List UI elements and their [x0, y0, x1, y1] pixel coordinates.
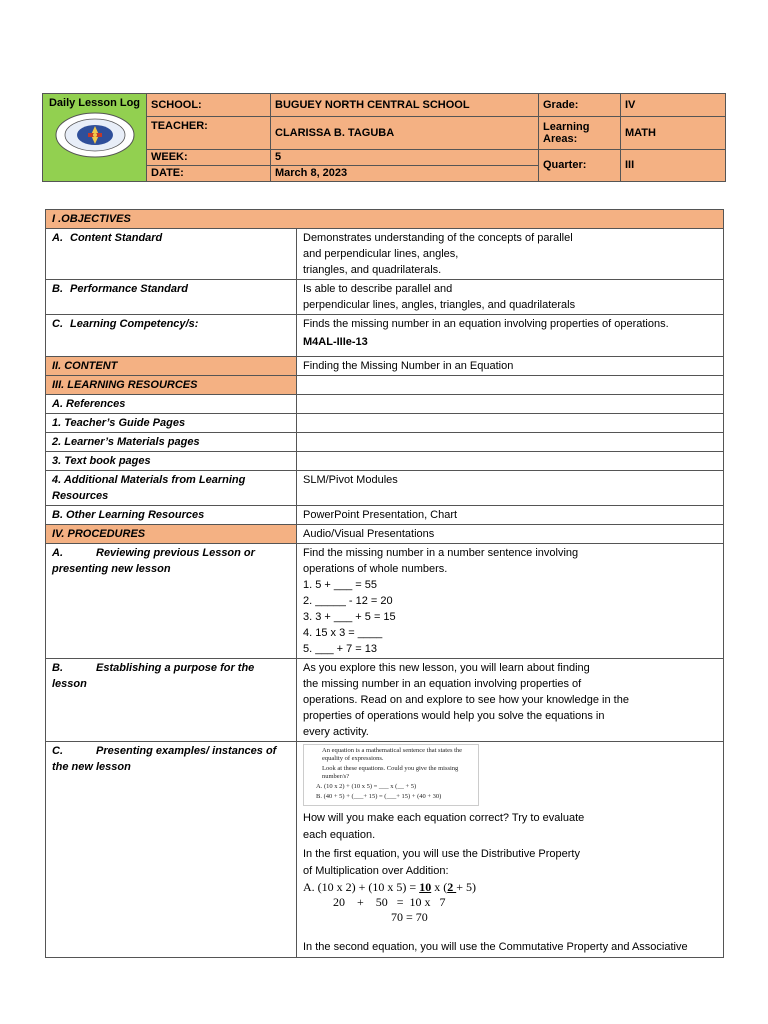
teachers-guide-value [297, 414, 724, 433]
procedure-c-value [297, 742, 724, 958]
performance-standard-row [46, 280, 724, 315]
resources-row [46, 376, 724, 395]
procedure-c-second-equation: In the second equation, you will use the Commutative Property and Associative [303, 941, 688, 953]
competency-row [46, 315, 724, 357]
school-value: BUGUEY NORTH CENTRAL SCHOOL [271, 94, 539, 117]
procedure-b-label-line1: Establishing a purpose for the [96, 662, 255, 674]
competency-letter: C. [52, 318, 63, 330]
procedure-a-row [46, 544, 724, 659]
header-table [42, 93, 726, 182]
content-row [46, 357, 724, 376]
content-standard-row [46, 229, 724, 280]
content-value: Finding the Missing Number in an Equation [297, 357, 724, 376]
week-value: 5 [271, 149, 539, 165]
procedure-c-label-line1: Presenting examples/ instances of [96, 745, 277, 757]
references-value [297, 395, 724, 414]
thumb-line-4: B. (40 + 5) + (___+ 15) = (___+ 15) + (40 + 30) [316, 793, 442, 800]
competency-label [46, 315, 297, 357]
procedure-b-value: As you explore this new lesson, you will learn about finding the missing number in an equation involving properties of operations. Read on and explore to see how your knowledge in the properties of operations would help you solve the equations in every activity. [297, 659, 724, 742]
textbook-row [46, 452, 724, 471]
learners-materials-label: 2. Learner’s Materials pages [46, 433, 297, 452]
procedure-c-row [46, 742, 724, 958]
procedures-heading-value: Audio/Visual Presentations [297, 525, 724, 544]
equation-a-line1 [303, 880, 717, 895]
textbook-label: 3. Text book pages [46, 452, 297, 471]
logo-title: Daily Lesson Log [48, 97, 141, 109]
school-label: SCHOOL: [147, 94, 271, 117]
content-heading: II. CONTENT [46, 357, 297, 376]
resources-heading: III. LEARNING RESOURCES [46, 376, 297, 395]
content-standard-value: Demonstrates understanding of the concepts of parallel and perpendicular lines, angles, triangles, and quadrilaterals. [297, 229, 724, 280]
learning-areas-label: Learning Areas: [539, 117, 621, 149]
learners-materials-value [297, 433, 724, 452]
textbook-value [297, 452, 724, 471]
procedure-a-label-line2: presenting new lesson [52, 563, 171, 575]
eq-a-two: 2 [447, 880, 457, 894]
learners-materials-row [46, 433, 724, 452]
date-value: March 8, 2023 [271, 165, 539, 181]
other-resources-value: PowerPoint Presentation, Chart [297, 506, 724, 525]
date-label: DATE: [147, 165, 271, 181]
performance-standard-letter: B. [52, 283, 63, 295]
procedure-c-question: How will you make each equation correct? Try to evaluate each equation. [303, 812, 585, 841]
performance-standard-text: Performance Standard [70, 283, 188, 295]
additional-materials-row [46, 471, 724, 506]
thumb-line-3: A. (10 x 2) + (10 x 5) = ___ x (__ + 5) [316, 783, 417, 790]
thumb-line-1: An equation is a mathematical sentence that states the equality of expressions. [322, 747, 463, 762]
grade-value: IV [621, 94, 726, 117]
procedure-b-row [46, 659, 724, 742]
learning-areas-value: MATH [621, 117, 726, 149]
additional-materials-label: 4. Additional Materials from Learning Resources [46, 471, 297, 506]
thumb-line-2: Look at these equations. Could you give the missing number/s? [322, 765, 459, 780]
procedure-c-label-line2: the new lesson [52, 761, 131, 773]
quarter-value: III [621, 149, 726, 181]
procedures-heading: IV. PROCEDURES [46, 525, 297, 544]
procedure-a-label-line1: Reviewing previous Lesson or [96, 547, 255, 559]
week-label: WEEK: [147, 149, 271, 165]
eq-a-end: + 5) [456, 880, 476, 894]
procedure-a-value: Find the missing number in a number sentence involving operations of whole numbers. 1. 5 + ___ = 55 2. _____ - 12 = 20 3. 3 + ___ + 5 = 15 4. 15 x 3 = ____ 5. ___ + 7 = 13 [297, 544, 724, 659]
eq-a-ten: 10 [419, 880, 432, 894]
procedure-c-distributive: In the first equation, you will use the Distributive Property of Multiplication over Addition: [303, 848, 580, 877]
competency-code: M4AL-IIIe-13 [303, 336, 368, 348]
equation-a-line3: 70 = 70 [391, 910, 428, 924]
other-resources-row [46, 506, 724, 525]
eq-a-prefix: A. (10 x 2) + (10 x 5) = [303, 880, 420, 894]
equation-a-line2: 20 + 50 = 10 x 7 [333, 895, 446, 909]
grade-label: Grade: [539, 94, 621, 117]
procedure-a-label [46, 544, 297, 659]
eq-a-mid: x ( [431, 880, 448, 894]
teacher-label: TEACHER: [147, 117, 271, 149]
procedure-c-label [46, 742, 297, 958]
content-standard-text: Content Standard [70, 232, 163, 244]
content-standard-label [46, 229, 297, 280]
procedure-a-letter: A. [52, 547, 63, 559]
objectives-heading: I .OBJECTIVES [46, 210, 724, 229]
competency-text: Learning Competency/s: [70, 318, 199, 330]
quarter-label: Quarter: [539, 149, 621, 181]
procedure-b-label-line2: lesson [52, 678, 87, 690]
procedures-row [46, 525, 724, 544]
lesson-log-table [45, 209, 724, 958]
other-resources-label: B. Other Learning Resources [46, 506, 297, 525]
logo-cell [43, 94, 147, 182]
objectives-row [46, 210, 724, 229]
additional-materials-value: SLM/Pivot Modules [297, 471, 724, 506]
competency-value [297, 315, 724, 357]
procedure-b-letter: B. [52, 662, 63, 674]
equation-example-image [303, 744, 479, 806]
references-label: A. References [46, 395, 297, 414]
performance-standard-label [46, 280, 297, 315]
teachers-guide-row [46, 414, 724, 433]
deped-seal-icon [54, 112, 136, 158]
teachers-guide-label: 1. Teacher’s Guide Pages [46, 414, 297, 433]
competency-description: Finds the missing number in an equation involving properties of operations. [303, 318, 669, 330]
references-row [46, 395, 724, 414]
procedure-c-letter: C. [52, 745, 63, 757]
performance-standard-value: Is able to describe parallel and perpendicular lines, angles, triangles, and quadrilaterals [297, 280, 724, 315]
resources-value [297, 376, 724, 395]
content-standard-letter: A. [52, 232, 63, 244]
procedure-b-label [46, 659, 297, 742]
teacher-value: CLARISSA B. TAGUBA [271, 117, 539, 149]
